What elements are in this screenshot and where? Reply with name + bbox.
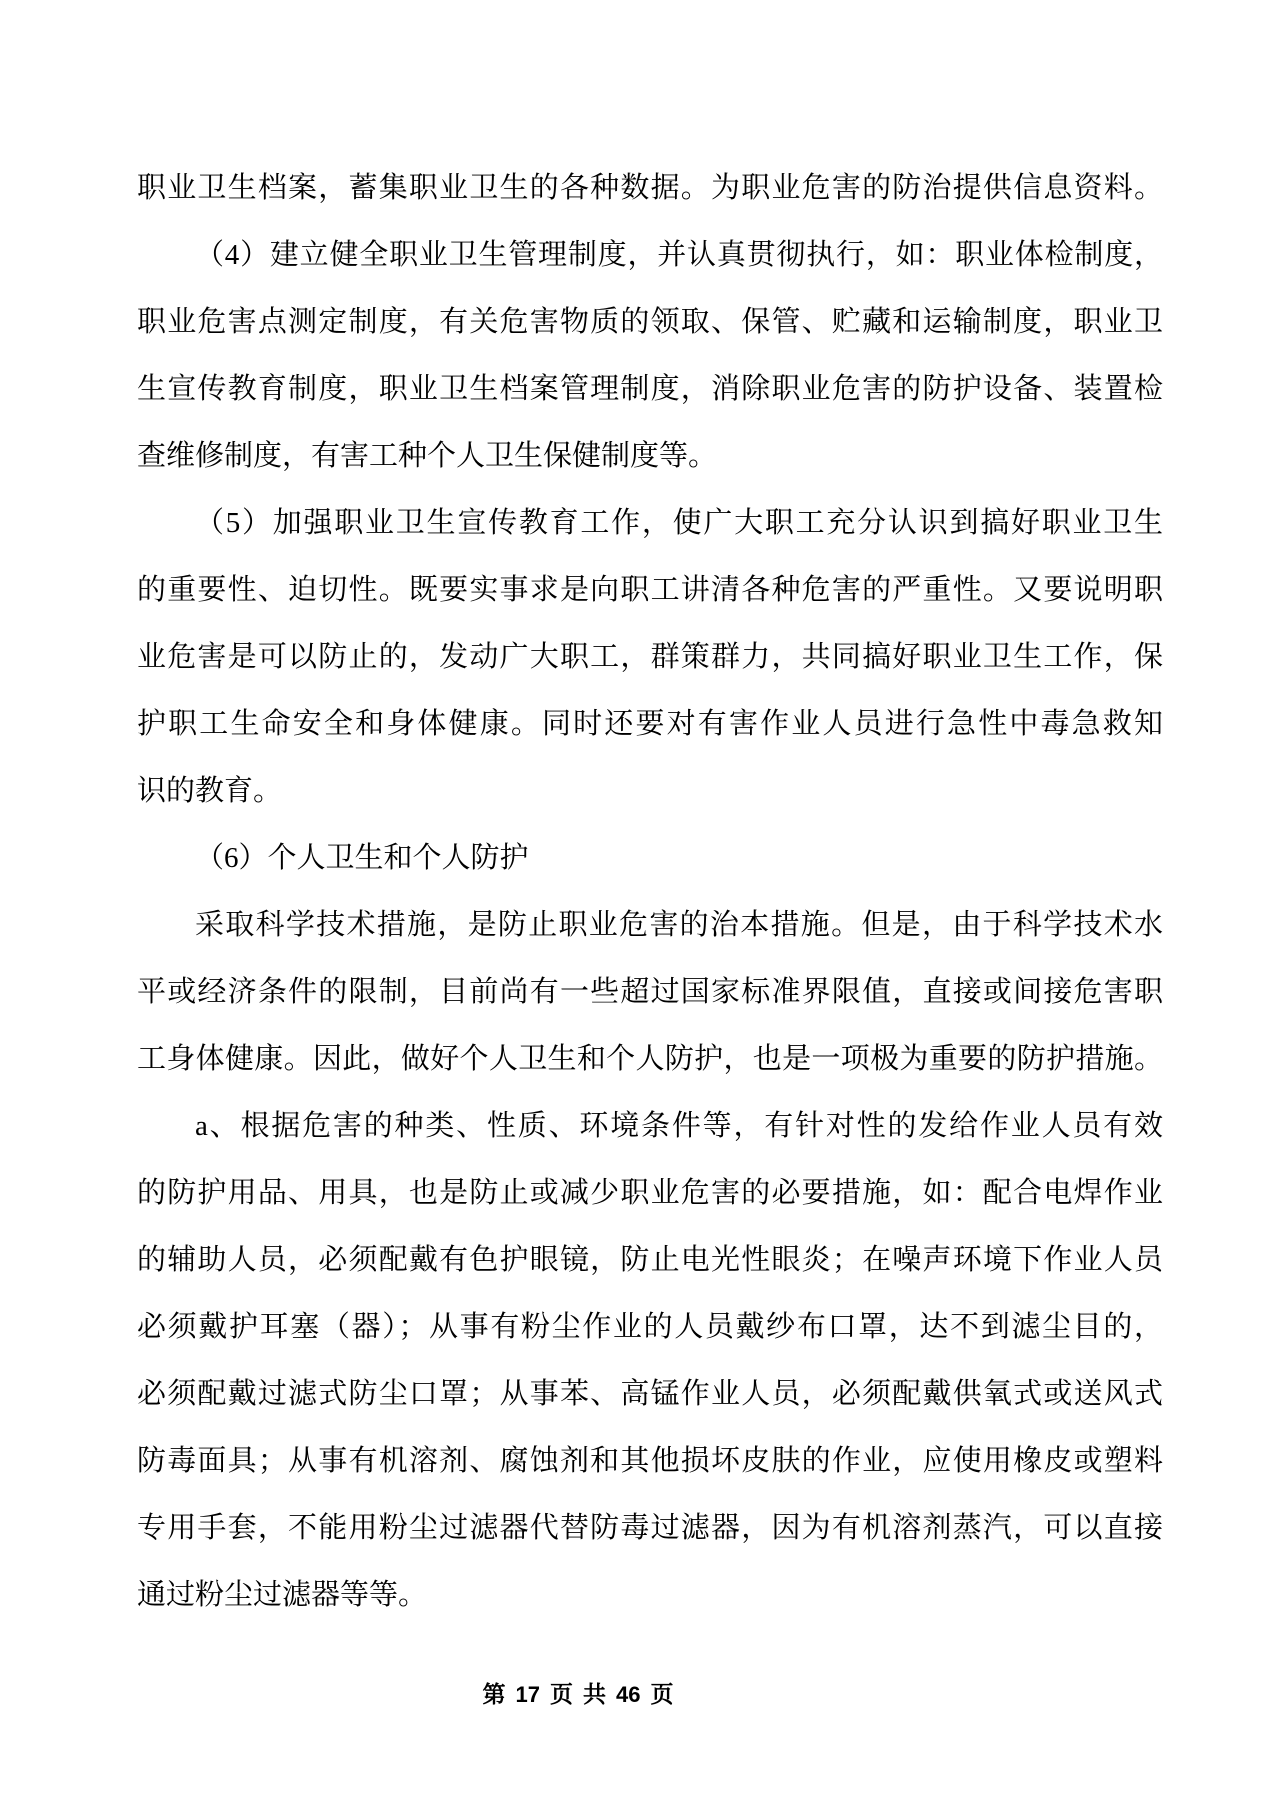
text-line: 防毒面具；从事有机溶剂、腐蚀剂和其他损坏皮肤的作业，应使用橡皮或塑料 xyxy=(137,1445,1163,1477)
text-line: 通过粉尘过滤器等等。 xyxy=(137,1579,428,1611)
paragraph-personal-protection xyxy=(137,892,1163,1093)
text-line: 识的教育。 xyxy=(137,775,283,807)
text-line: 生宣传教育制度，职业卫生档案管理制度，消除职业危害的防护设备、装置检 xyxy=(137,373,1163,405)
text-line: 职业卫生档案，蓄集职业卫生的各种数据。为职业危害的防治提供信息资料。 xyxy=(137,172,1163,204)
text-line: 业危害是可以防止的，发动广大职工，群策群力，共同搞好职业卫生工作，保 xyxy=(137,641,1163,673)
text-line: 必须戴护耳塞（器）；从事有粉尘作业的人员戴纱布口罩，达不到滤尘目的， xyxy=(137,1311,1163,1343)
text-line: a、根据危害的种类、性质、环境条件等，有针对性的发给作业人员有效 xyxy=(195,1110,1163,1142)
paragraph-a xyxy=(137,1093,1163,1629)
footer-page-label: 页 xyxy=(550,1682,573,1707)
text-line: 必须配戴过滤式防尘口罩；从事苯、高锰作业人员，必须配戴供氧式或送风式 xyxy=(137,1378,1163,1410)
footer-of-label: 共 xyxy=(583,1682,606,1707)
text-line: 的防护用品、用具，也是防止或减少职业危害的必要措施，如：配合电焊作业 xyxy=(137,1177,1163,1209)
document-body xyxy=(137,155,1163,1629)
paragraph-continuation xyxy=(137,155,1163,222)
text-line: 的辅助人员，必须配戴有色护眼镜，防止电光性眼炎；在噪声环境下作业人员 xyxy=(137,1244,1163,1276)
text-line: 采取科学技术措施，是防止职业危害的治本措施。但是，由于科学技术水 xyxy=(195,909,1163,941)
footer-pages-label: 页 xyxy=(650,1682,674,1707)
text-line: （6）个人卫生和个人防护 xyxy=(195,842,529,874)
page-footer xyxy=(0,1680,1156,1710)
footer-page-number: 17 xyxy=(515,1682,540,1707)
text-line: 查维修制度，有害工种个人卫生保健制度等。 xyxy=(137,440,718,472)
paragraph-5 xyxy=(137,490,1163,825)
text-line: （4）建立健全职业卫生管理制度，并认真贯彻执行，如：职业体检制度， xyxy=(195,239,1163,271)
paragraph-4 xyxy=(137,222,1163,490)
text-line: 平或经济条件的限制，目前尚有一些超过国家标准界限值，直接或间接危害职 xyxy=(137,976,1163,1008)
text-line: 工身体健康。因此，做好个人卫生和个人防护，也是一项极为重要的防护措施。 xyxy=(137,1043,1163,1075)
text-line: 职业危害点测定制度，有关危害物质的领取、保管、贮藏和运输制度，职业卫 xyxy=(137,306,1163,338)
text-line: 的重要性、迫切性。既要实事求是向职工讲清各种危害的严重性。又要说明职 xyxy=(137,574,1163,606)
text-line: 护职工生命安全和身体健康。同时还要对有害作业人员进行急性中毒急救知 xyxy=(137,708,1163,740)
footer-total-pages: 46 xyxy=(616,1682,641,1707)
text-line: 专用手套，不能用粉尘过滤器代替防毒过滤器，因为有机溶剂蒸汽，可以直接 xyxy=(137,1512,1163,1544)
paragraph-6-heading xyxy=(137,825,1163,892)
footer-prefix: 第 xyxy=(482,1682,506,1707)
text-line: （5）加强职业卫生宣传教育工作，使广大职工充分认识到搞好职业卫生 xyxy=(195,507,1163,539)
